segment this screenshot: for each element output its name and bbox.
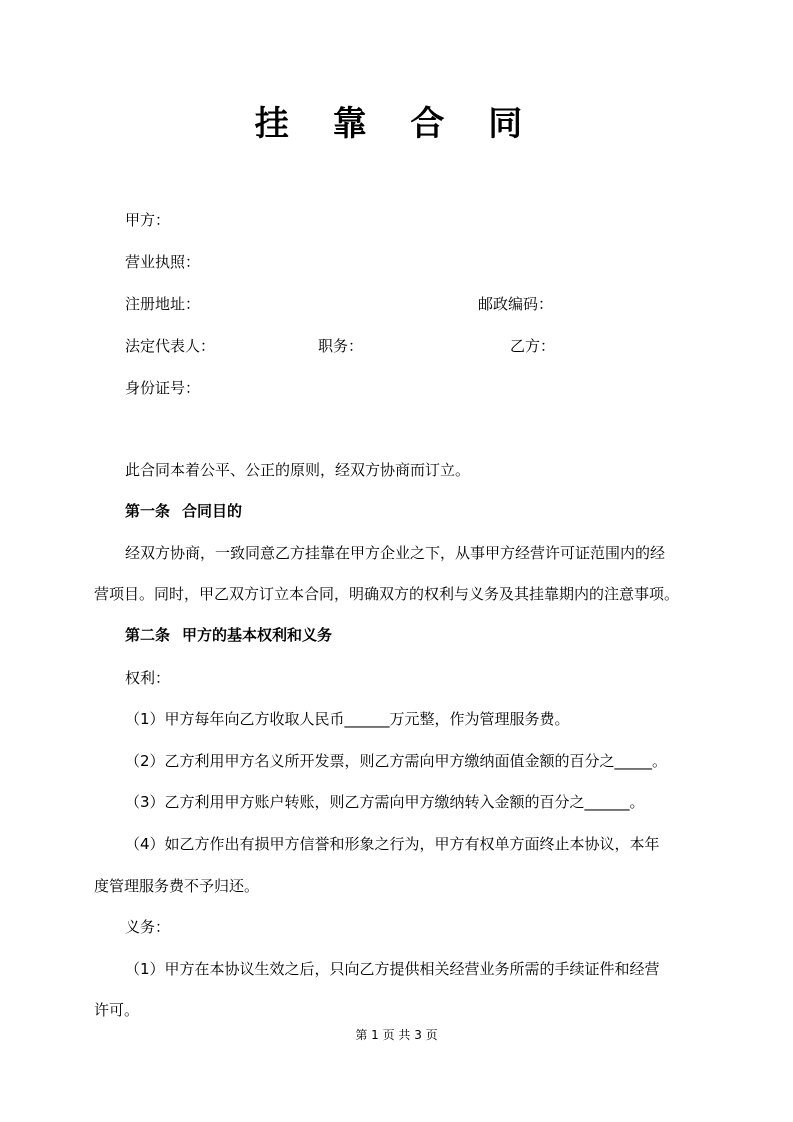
id-number-label: 身份证号：	[125, 379, 201, 397]
legal-representative-label: 法定代表人：	[125, 337, 216, 355]
right-item-4-line-2: 度管理服务费不予归还。	[94, 877, 260, 895]
document-title: 挂 靠 合 同	[254, 104, 539, 144]
party-b-label: 乙方：	[510, 337, 556, 355]
page-number-footer: 第 1 页 共 3 页	[355, 1028, 438, 1042]
article-1-heading	[125, 499, 242, 523]
postcode-label: 邮政编码：	[478, 295, 554, 313]
party-a-label: 甲方：	[125, 211, 171, 229]
article-1-text-line-2: 营项目。同时，甲乙双方订立本合同，明确双方的权利与义务及其挂靠期内的注意事项。	[94, 585, 680, 603]
right-item-3: （3）乙方利用甲方账户转账，则乙方需向甲方缴纳转入金额的百分之______。	[125, 793, 645, 811]
article-2-number: 第二条	[125, 626, 171, 644]
rights-label: 权利：	[125, 669, 171, 687]
article-2-heading	[125, 623, 332, 647]
duty-item-1-line-1: （1）甲方在本协议生效之后，只向乙方提供相关经营业务所需的手续证件和经营	[125, 960, 660, 978]
registered-address-label: 注册地址：	[125, 295, 201, 313]
article-2-title: 甲方的基本权利和义务	[182, 626, 333, 644]
intro-paragraph: 此合同本着公平、公正的原则，经双方协商而订立。	[125, 461, 471, 479]
duties-label: 义务：	[125, 918, 171, 936]
article-1-title: 合同目的	[182, 502, 243, 520]
right-item-1: （1）甲方每年向乙方收取人民币______万元整，作为管理服务费。	[125, 710, 570, 728]
right-item-2: （2）乙方利用甲方名义所开发票，则乙方需向甲方缴纳面值金额的百分之_____。	[125, 752, 668, 770]
business-license-label: 营业执照：	[125, 253, 201, 271]
right-item-4-line-1: （4）如乙方作出有损甲方信誉和形象之行为，甲方有权单方面终止本协议，本年	[125, 835, 660, 853]
article-1-text-line-1: 经双方协商，一致同意乙方挂靠在甲方企业之下，从事甲方经营许可证范围内的经	[125, 544, 666, 562]
article-1-number: 第一条	[125, 502, 171, 520]
duty-item-1-line-2: 许可。	[94, 1001, 140, 1019]
position-label: 职务：	[318, 337, 364, 355]
